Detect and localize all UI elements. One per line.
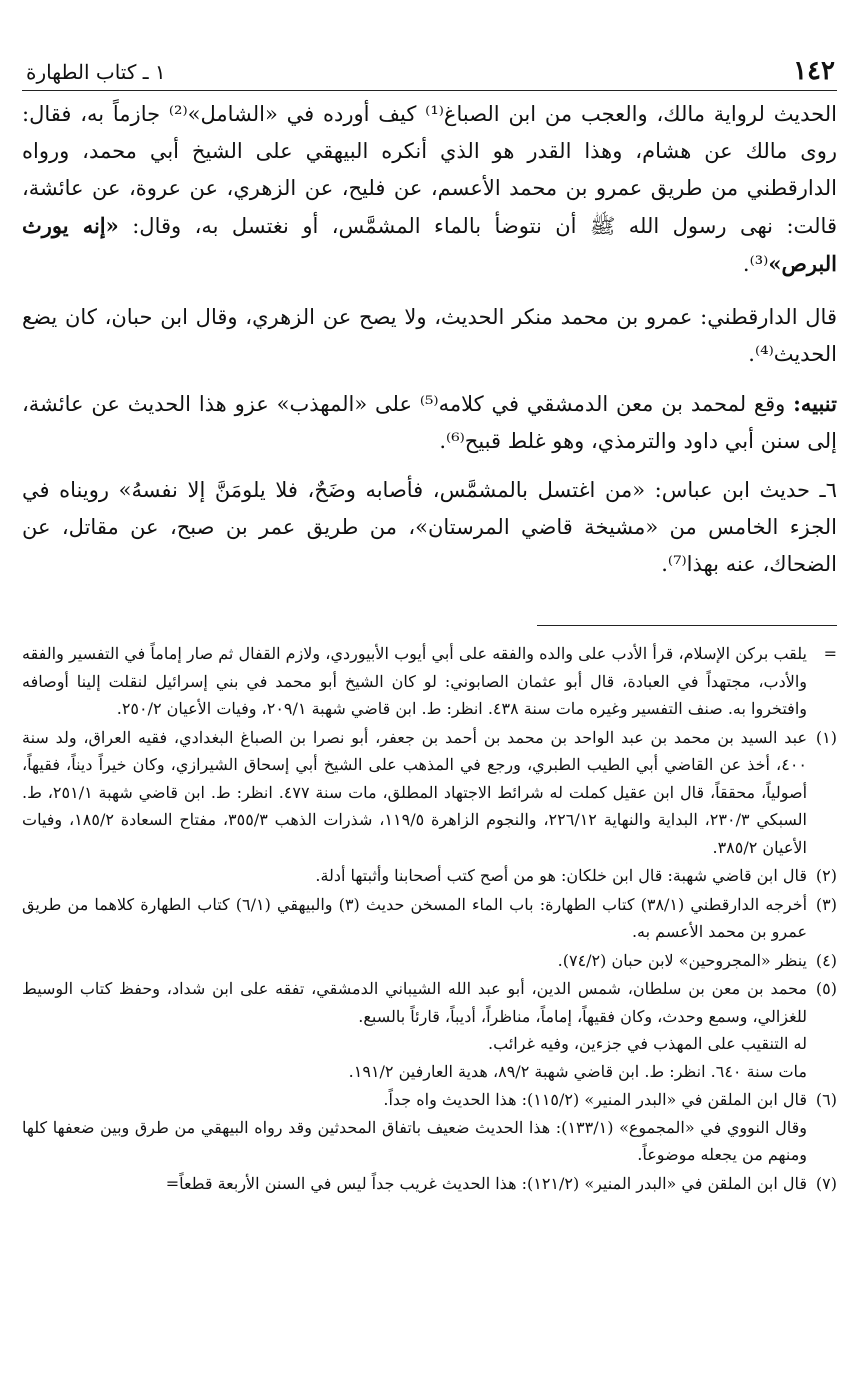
footnote: [22, 891, 837, 946]
footnote-mark: (٢): [815, 866, 837, 885]
footnote-line: عبد السيد بن محمد بن عبد الواحد بن محمد بن أحمد بن جعفر، أبو نصرا بن الصباغ البغدادي، فقيه العراق، ولد سنة ٤٠٠، أخذ عن القاضي أبي الطيب الطبري، ورجع في المذهب على الشيخ أبي إسحاق الشيرازي، وكان خيراً ديناً، فقيهاً، أصولياً، محققاً، قال ابن عقيل كملت له شرائط الاجتهاد المطلق، مات سنة ٤٧٧. انظر: ط. ابن قاضي شهبة ٢٥١/١، ط. السبكي ٢٣٠/٣، البداية والنهاية ٢٢٦/١٢، والنجوم الزاهرة ١١٩/٥، شذرات الذهب ٣٥٥/٣، مفتاح السعادة ١٨٥/٢، وفيات الأعيان ٣٨٥/٢.: [22, 727, 808, 857]
paragraph-4: ٦ـ حديث ابن عباس: «من اغتسل بالمشمَّس، فأصابه وضَحٌ، فلا يلومَنَّ إلا نفسهُ» رويناه في الجزء الخامس من «مشيخة قاضي المرستان»، من طريق عمر بن صبح، عن مقاتل، عن الضحاك، عنه بهذا⁽⁷⁾.: [22, 478, 837, 576]
footnote-line: يلقب بركن الإسلام، قرأ الأدب على والده والفقه على أبي أيوب الأبيوردي، ولازم القفال ثم صار إماماً في التفسير والفقه والأدب، مجتهداً في العبادة، قال أبو عثمان الصابوني: لو كان الشيخ أبو محمد في بني إسرائيل لنقلت إلينا أوصافه وافتخروا به. صنف التفسير وغيره مات سنة ٤٣٨. انظر: ط. ابن قاضي شهبة ٢٠٩/١، وفيات الأعيان ٢٥٠/٢.: [22, 644, 807, 718]
footnote: [22, 947, 837, 975]
footnote-line: له التنقيب على المهذب في جزءين، وفيه غرائب.: [488, 1034, 807, 1053]
page-number: ١٤٢: [793, 56, 835, 86]
footnote-separator: [537, 625, 837, 626]
footnote-line: وقال النووي في «المجموع» (١٣٣/١): هذا الحديث ضعيف باتفاق المحدثين وقد رواه البيهقي من طرق وبين ضعفها كلها ومنهم من يجعله موضوعاً.: [22, 1117, 808, 1164]
paragraph-3: [22, 385, 837, 460]
footnote-mark: (٤): [815, 950, 837, 970]
footnote: [22, 1086, 837, 1169]
notice-label: تنبيه:: [793, 391, 837, 416]
main-text: [22, 96, 837, 595]
footnote: [22, 975, 837, 1085]
page-header: [22, 52, 837, 91]
footnote: [22, 1170, 837, 1198]
footnote-mark: (٥): [815, 979, 837, 998]
paragraph-1-end: ⁽³⁾.: [742, 252, 769, 276]
footnote-line: قال ابن الملقن في «البدر المنير» (١٢١/٢): هذا الحديث غريب جداً ليس في السنن الأربعة قطعاً=: [165, 1173, 807, 1193]
paragraph-1-text: الحديث لرواية مالك، والعجب من ابن الصباغ⁽¹⁾ كيف أورده في «الشامل»⁽²⁾ جازماً به، فقال: روى مالك عن هشام، وهذا القدر هو الذي أنكره البيهقي على الشيخ أبي محمد، ورواه الدارقطني من طريق عمرو بن محمد الأعسم، عن فليح، عن الزهري، عن عروة، عن عائشة، قالت: نهى رسول الله ﷺ أن نتوضأ بالماء المشمَّس، أو نغتسل به، وقال:: [22, 102, 837, 238]
footnote-body: [22, 947, 807, 975]
footnote-line: أخرجه الدارقطني (٣٨/١) كتاب الطهارة: باب الماء المسخن حديث (٣) والبيهقي (٦/١) كتاب الطهارة كلاهما من طريق عمرو بن محمد الأعسم به.: [22, 894, 808, 941]
footnote-line: قال ابن قاضي شهبة: قال ابن خلكان: هو من أصح كتب أصحابنا وأثبتها أدلة.: [315, 866, 807, 885]
paragraph-3-text: وقع لمحمد بن معن الدمشقي في كلامه⁽⁵⁾ على «المهذب» عزو هذا الحديث عن عائشة، إلى سنن أبي داود والترمذي، وهو غلط قبيح⁽⁶⁾.: [22, 392, 837, 453]
footnote-body: [22, 891, 807, 946]
footnote-body: [22, 862, 807, 890]
running-title: ١ ـ كتاب الطهارة: [26, 60, 166, 84]
footnote-mark: =: [823, 644, 837, 663]
footnote-body: [22, 1086, 807, 1169]
footnote-mark: (٣): [815, 894, 837, 914]
footnote-mark: (٦): [815, 1090, 837, 1109]
footnote-mark: (١): [815, 727, 837, 747]
footnote-line: قال ابن الملقن في «البدر المنير» (١١٥/٢): هذا الحديث واه جداً.: [383, 1090, 807, 1109]
footnote: [22, 724, 837, 862]
footnote-body: [22, 724, 807, 862]
footnote-body: [22, 975, 807, 1085]
paragraph-1: [22, 96, 837, 283]
footnote-body: [22, 640, 807, 723]
footnote-line: ينظر «المجروحين» لابن حبان (٧٤/٢).: [557, 950, 807, 970]
footnote: [22, 862, 837, 890]
paragraph-2: قال الدارقطني: عمرو بن محمد منكر الحديث، ولا يصح عن الزهري، وقال ابن حبان، كان يضع الحديث⁽⁴⁾.: [22, 305, 837, 366]
footnote-line: مات سنة ٦٤٠. انظر: ط. ابن قاضي شهبة ٨٩/٢، هدية العارفين ١٩١/٢.: [348, 1061, 807, 1081]
footnote: [22, 640, 837, 723]
footnote-body: [22, 1170, 807, 1198]
hadith-quote-bold: «إنه يورث البرص»: [22, 213, 837, 276]
book-page: [22, 0, 837, 1374]
footnote-mark: (٧): [815, 1173, 837, 1193]
footnotes: [22, 640, 837, 1198]
footnote-line: محمد بن معن بن سلطان، شمس الدين، أبو عبد الله الشيباني الدمشقي، تفقه على ابن شداد، وحفظ كتاب الوسيط للغزالي، وسمع وحدث، وكان فقيهاً، إماماً، مناظراً، أديباً، قارئاً بالسبع.: [22, 979, 807, 1026]
